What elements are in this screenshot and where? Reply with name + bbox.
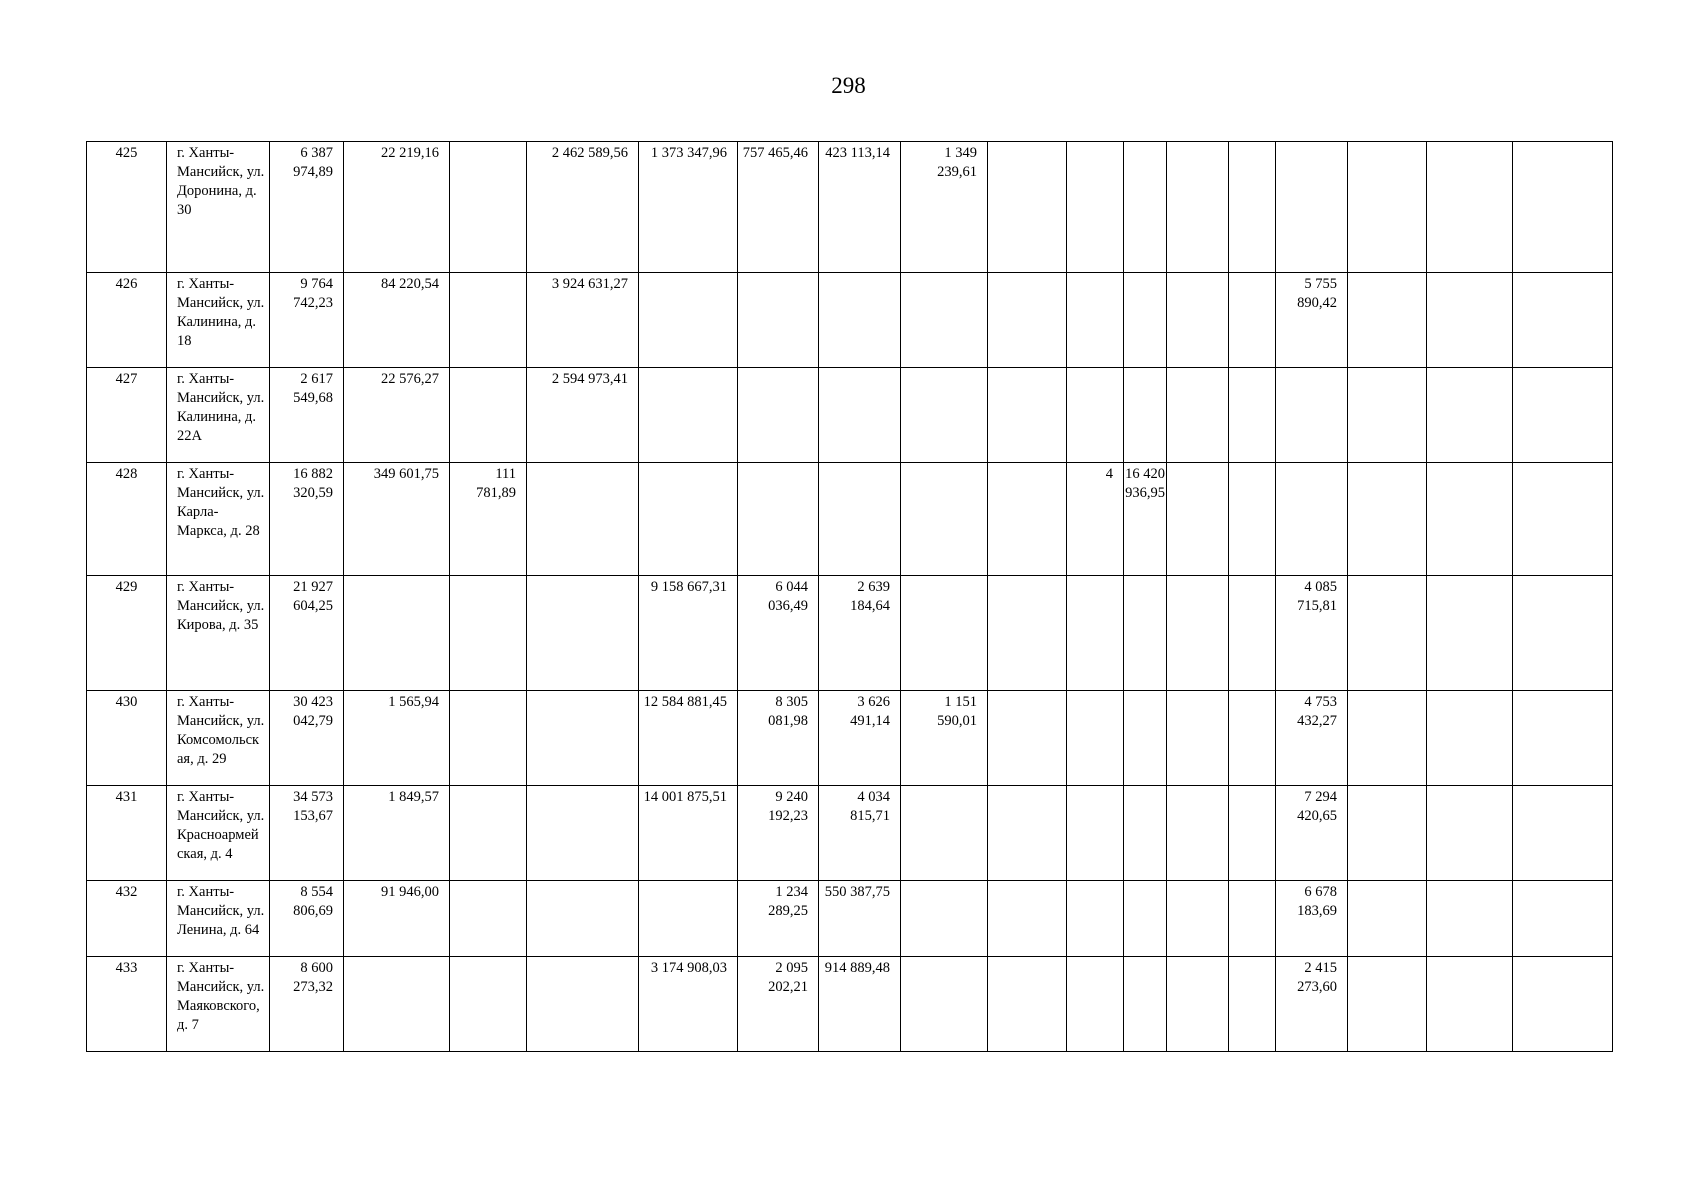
address-cell: г. Ханты-Мансийск, ул. Калинина, д. 18 <box>167 273 270 368</box>
value-cell-c15 <box>1348 881 1427 957</box>
address-cell: г. Ханты-Мансийск, ул. Красноармейская, д. 4 <box>167 786 270 881</box>
address-cell: г. Ханты-Мансийск, ул. Комсомольская, д. 29 <box>167 691 270 786</box>
value-cell-c5 <box>639 881 738 957</box>
value-cell-c12 <box>1167 463 1229 576</box>
value-cell-c15 <box>1348 142 1427 273</box>
value-cell-c3 <box>450 786 527 881</box>
value-cell-c14: 4 753 432,27 <box>1276 691 1348 786</box>
value-cell-c12 <box>1167 576 1229 691</box>
value-cell-c6 <box>738 368 819 463</box>
value-cell-c8 <box>901 576 988 691</box>
value-cell-c16 <box>1427 786 1513 881</box>
value-cell-c9 <box>988 368 1067 463</box>
value-cell-c8: 1 151 590,01 <box>901 691 988 786</box>
value-cell-c1: 8 554 806,69 <box>270 881 344 957</box>
value-cell-c11 <box>1124 881 1167 957</box>
value-cell-c10 <box>1067 142 1124 273</box>
value-cell-c4: 3 924 631,27 <box>527 273 639 368</box>
value-cell-c17 <box>1513 576 1613 691</box>
value-cell-c8 <box>901 786 988 881</box>
table-row <box>87 368 1613 463</box>
value-cell-c10: 4 <box>1067 463 1124 576</box>
value-cell-c5 <box>639 463 738 576</box>
table-body <box>87 142 1613 1052</box>
value-cell-c9 <box>988 273 1067 368</box>
value-cell-c11: 16 420 936,95 <box>1124 463 1167 576</box>
value-cell-c8 <box>901 273 988 368</box>
value-cell-c4: 2 462 589,56 <box>527 142 639 273</box>
value-cell-c8: 1 349 239,61 <box>901 142 988 273</box>
value-cell-c4 <box>527 881 639 957</box>
table-row <box>87 786 1613 881</box>
value-cell-c13 <box>1229 957 1276 1052</box>
value-cell-c15 <box>1348 368 1427 463</box>
value-cell-c16 <box>1427 273 1513 368</box>
table-row <box>87 881 1613 957</box>
value-cell-c7: 914 889,48 <box>819 957 901 1052</box>
value-cell-c16 <box>1427 142 1513 273</box>
value-cell-c1: 30 423 042,79 <box>270 691 344 786</box>
value-cell-c7 <box>819 273 901 368</box>
value-cell-c14: 6 678 183,69 <box>1276 881 1348 957</box>
value-cell-c15 <box>1348 273 1427 368</box>
value-cell-c14 <box>1276 368 1348 463</box>
value-cell-c11 <box>1124 691 1167 786</box>
value-cell-c17 <box>1513 691 1613 786</box>
value-cell-c17 <box>1513 881 1613 957</box>
value-cell-c3 <box>450 273 527 368</box>
value-cell-c7: 550 387,75 <box>819 881 901 957</box>
value-cell-c6: 9 240 192,23 <box>738 786 819 881</box>
registry-table <box>86 141 1613 1052</box>
value-cell-c10 <box>1067 368 1124 463</box>
value-cell-c9 <box>988 786 1067 881</box>
value-cell-c15 <box>1348 786 1427 881</box>
value-cell-c6 <box>738 273 819 368</box>
value-cell-c3 <box>450 691 527 786</box>
value-cell-c12 <box>1167 881 1229 957</box>
value-cell-c4 <box>527 957 639 1052</box>
value-cell-c4 <box>527 691 639 786</box>
address-cell: г. Ханты-Мансийск, ул. Калинина, д. 22А <box>167 368 270 463</box>
value-cell-c9 <box>988 463 1067 576</box>
value-cell-c5: 9 158 667,31 <box>639 576 738 691</box>
table-row <box>87 142 1613 273</box>
row-number-cell: 426 <box>87 273 167 368</box>
value-cell-c12 <box>1167 957 1229 1052</box>
table-row <box>87 576 1613 691</box>
value-cell-c16 <box>1427 881 1513 957</box>
value-cell-c7: 2 639 184,64 <box>819 576 901 691</box>
value-cell-c13 <box>1229 273 1276 368</box>
value-cell-c11 <box>1124 576 1167 691</box>
value-cell-c2: 91 946,00 <box>344 881 450 957</box>
value-cell-c1: 16 882 320,59 <box>270 463 344 576</box>
value-cell-c7: 3 626 491,14 <box>819 691 901 786</box>
value-cell-c10 <box>1067 691 1124 786</box>
value-cell-c12 <box>1167 368 1229 463</box>
table-row <box>87 463 1613 576</box>
row-number-cell: 429 <box>87 576 167 691</box>
value-cell-c11 <box>1124 957 1167 1052</box>
value-cell-c17 <box>1513 957 1613 1052</box>
value-cell-c16 <box>1427 957 1513 1052</box>
address-cell: г. Ханты-Мансийск, ул. Ленина, д. 64 <box>167 881 270 957</box>
value-cell-c9 <box>988 576 1067 691</box>
value-cell-c2: 1 565,94 <box>344 691 450 786</box>
value-cell-c2 <box>344 576 450 691</box>
value-cell-c17 <box>1513 786 1613 881</box>
value-cell-c11 <box>1124 273 1167 368</box>
value-cell-c10 <box>1067 881 1124 957</box>
value-cell-c10 <box>1067 576 1124 691</box>
value-cell-c8 <box>901 957 988 1052</box>
value-cell-c3 <box>450 142 527 273</box>
value-cell-c9 <box>988 691 1067 786</box>
value-cell-c4 <box>527 463 639 576</box>
value-cell-c16 <box>1427 463 1513 576</box>
value-cell-c5: 1 373 347,96 <box>639 142 738 273</box>
address-cell: г. Ханты-Мансийск, ул. Маяковского, д. 7 <box>167 957 270 1052</box>
value-cell-c13 <box>1229 691 1276 786</box>
value-cell-c11 <box>1124 368 1167 463</box>
value-cell-c17 <box>1513 142 1613 273</box>
value-cell-c6: 8 305 081,98 <box>738 691 819 786</box>
row-number-cell: 427 <box>87 368 167 463</box>
value-cell-c2: 84 220,54 <box>344 273 450 368</box>
value-cell-c5 <box>639 368 738 463</box>
value-cell-c3: 111 781,89 <box>450 463 527 576</box>
value-cell-c10 <box>1067 273 1124 368</box>
address-cell: г. Ханты-Мансийск, ул. Карла-Маркса, д. 28 <box>167 463 270 576</box>
value-cell-c15 <box>1348 957 1427 1052</box>
value-cell-c1: 9 764 742,23 <box>270 273 344 368</box>
value-cell-c7 <box>819 368 901 463</box>
value-cell-c7: 4 034 815,71 <box>819 786 901 881</box>
value-cell-c16 <box>1427 368 1513 463</box>
value-cell-c17 <box>1513 368 1613 463</box>
value-cell-c1: 21 927 604,25 <box>270 576 344 691</box>
value-cell-c14: 2 415 273,60 <box>1276 957 1348 1052</box>
value-cell-c14: 4 085 715,81 <box>1276 576 1348 691</box>
value-cell-c8 <box>901 368 988 463</box>
value-cell-c16 <box>1427 576 1513 691</box>
row-number-cell: 430 <box>87 691 167 786</box>
value-cell-c6: 757 465,46 <box>738 142 819 273</box>
value-cell-c16 <box>1427 691 1513 786</box>
value-cell-c7 <box>819 463 901 576</box>
value-cell-c6: 2 095 202,21 <box>738 957 819 1052</box>
value-cell-c13 <box>1229 142 1276 273</box>
value-cell-c17 <box>1513 463 1613 576</box>
value-cell-c4: 2 594 973,41 <box>527 368 639 463</box>
page-number: 298 <box>831 73 866 98</box>
value-cell-c17 <box>1513 273 1613 368</box>
value-cell-c11 <box>1124 786 1167 881</box>
value-cell-c14 <box>1276 463 1348 576</box>
row-number-cell: 428 <box>87 463 167 576</box>
value-cell-c12 <box>1167 142 1229 273</box>
value-cell-c11 <box>1124 142 1167 273</box>
value-cell-c2: 349 601,75 <box>344 463 450 576</box>
value-cell-c15 <box>1348 463 1427 576</box>
address-cell: г. Ханты-Мансийск, ул. Доронина, д. 30 <box>167 142 270 273</box>
value-cell-c12 <box>1167 273 1229 368</box>
value-cell-c9 <box>988 957 1067 1052</box>
value-cell-c13 <box>1229 463 1276 576</box>
row-number-cell: 433 <box>87 957 167 1052</box>
value-cell-c6 <box>738 463 819 576</box>
value-cell-c14 <box>1276 142 1348 273</box>
value-cell-c13 <box>1229 786 1276 881</box>
value-cell-c1: 34 573 153,67 <box>270 786 344 881</box>
row-number-cell: 432 <box>87 881 167 957</box>
address-cell: г. Ханты-Мансийск, ул. Кирова, д. 35 <box>167 576 270 691</box>
value-cell-c15 <box>1348 576 1427 691</box>
value-cell-c10 <box>1067 957 1124 1052</box>
value-cell-c14: 7 294 420,65 <box>1276 786 1348 881</box>
value-cell-c10 <box>1067 786 1124 881</box>
value-cell-c1: 8 600 273,32 <box>270 957 344 1052</box>
value-cell-c7: 423 113,14 <box>819 142 901 273</box>
table-row <box>87 273 1613 368</box>
value-cell-c5: 3 174 908,03 <box>639 957 738 1052</box>
value-cell-c6: 1 234 289,25 <box>738 881 819 957</box>
row-number-cell: 425 <box>87 142 167 273</box>
value-cell-c2: 1 849,57 <box>344 786 450 881</box>
value-cell-c9 <box>988 142 1067 273</box>
value-cell-c13 <box>1229 881 1276 957</box>
row-number-cell: 431 <box>87 786 167 881</box>
value-cell-c13 <box>1229 368 1276 463</box>
value-cell-c1: 6 387 974,89 <box>270 142 344 273</box>
table-row <box>87 957 1613 1052</box>
value-cell-c13 <box>1229 576 1276 691</box>
value-cell-c4 <box>527 786 639 881</box>
value-cell-c15 <box>1348 691 1427 786</box>
value-cell-c2 <box>344 957 450 1052</box>
value-cell-c1: 2 617 549,68 <box>270 368 344 463</box>
value-cell-c3 <box>450 368 527 463</box>
value-cell-c3 <box>450 957 527 1052</box>
value-cell-c4 <box>527 576 639 691</box>
table-row <box>87 691 1613 786</box>
value-cell-c12 <box>1167 786 1229 881</box>
value-cell-c5: 14 001 875,51 <box>639 786 738 881</box>
value-cell-c8 <box>901 463 988 576</box>
value-cell-c5 <box>639 273 738 368</box>
value-cell-c5: 12 584 881,45 <box>639 691 738 786</box>
value-cell-c6: 6 044 036,49 <box>738 576 819 691</box>
value-cell-c14: 5 755 890,42 <box>1276 273 1348 368</box>
value-cell-c2: 22 219,16 <box>344 142 450 273</box>
value-cell-c2: 22 576,27 <box>344 368 450 463</box>
value-cell-c9 <box>988 881 1067 957</box>
value-cell-c3 <box>450 576 527 691</box>
value-cell-c8 <box>901 881 988 957</box>
value-cell-c12 <box>1167 691 1229 786</box>
value-cell-c3 <box>450 881 527 957</box>
